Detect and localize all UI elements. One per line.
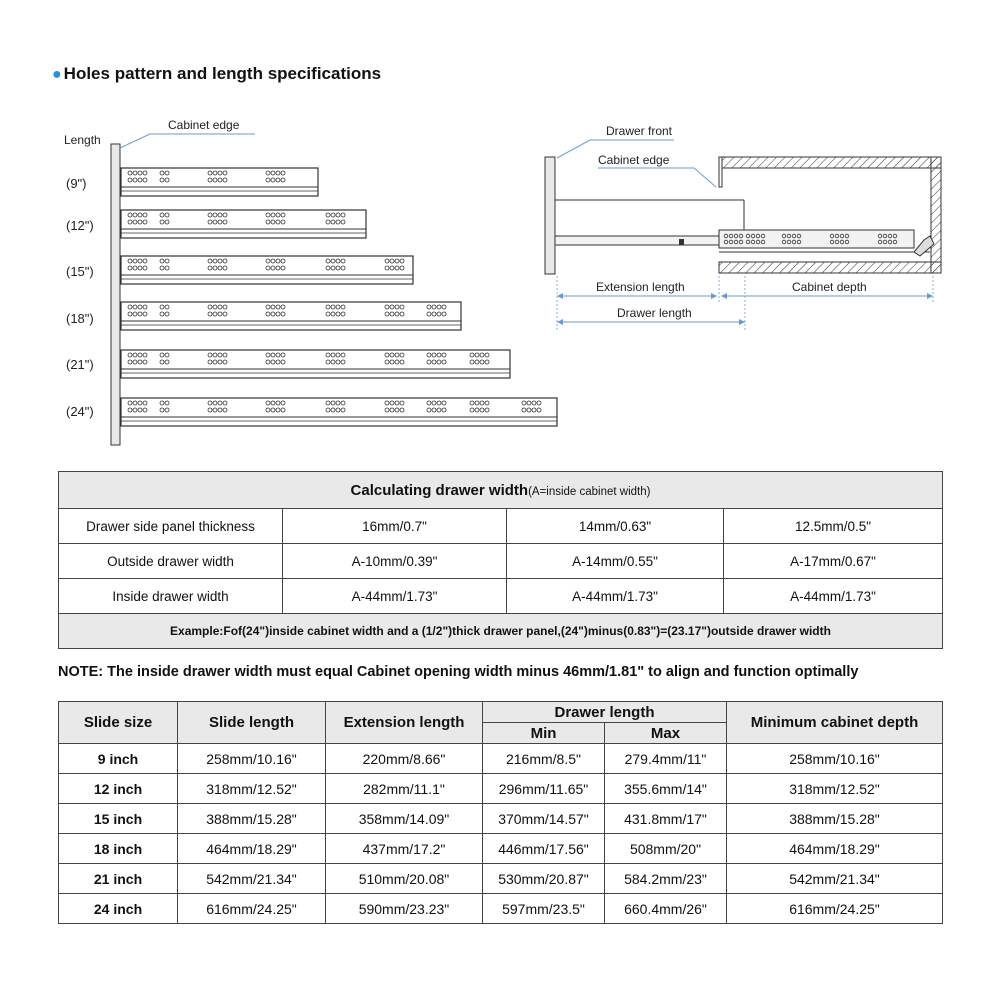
title-text: Holes pattern and length specifications	[63, 64, 382, 83]
cabinet-bottom-wall	[719, 262, 941, 273]
table-row	[59, 744, 943, 774]
table-cell: 530mm/20.87"	[483, 864, 605, 894]
col-slide-length: Slide length	[178, 702, 326, 744]
callout-line	[557, 140, 674, 158]
table-row	[59, 834, 943, 864]
table-cell: 370mm/14.57"	[483, 804, 605, 834]
col-drawer-length: Drawer length	[483, 702, 727, 723]
table-cell: 508mm/20"	[605, 834, 727, 864]
table-cell: 388mm/15.28"	[727, 804, 943, 834]
left-cabinet-edge-label: Cabinet edge	[168, 118, 240, 132]
table-cell: 510mm/20.08"	[326, 864, 483, 894]
dimension-arrow	[557, 293, 563, 299]
slide-spec-table	[58, 701, 943, 924]
table-cell: 446mm/17.56"	[483, 834, 605, 864]
size-label: (9")	[66, 176, 87, 191]
width-example: Example:Fof(24")inside cabinet width and a (1/2")thick drawer panel,(24")minus(0.83")=(23.17")outside drawer width	[59, 614, 943, 649]
table-cell: 431.8mm/17"	[605, 804, 727, 834]
length-label: Length	[64, 133, 101, 147]
slide-size-cell: 9 inch	[59, 744, 178, 774]
dimension-arrow	[557, 319, 563, 325]
slide-size-cell: 24 inch	[59, 894, 178, 924]
drawer-length-label: Drawer length	[617, 306, 692, 320]
table-cell: 282mm/11.1"	[326, 774, 483, 804]
cabinet-back-wall	[931, 157, 941, 273]
table-cell: 616mm/24.25"	[178, 894, 326, 924]
bullet-dot: ●	[52, 66, 62, 83]
table-row: Drawer side panel thickness 16mm/0.7" 14mm/0.63" 12.5mm/0.5"	[59, 509, 943, 544]
slide-size-cell: 12 inch	[59, 774, 178, 804]
table-cell: 590mm/23.23"	[326, 894, 483, 924]
slide-latch	[679, 239, 684, 245]
callout-line	[598, 168, 716, 187]
table-cell: 464mm/18.29"	[178, 834, 326, 864]
table-cell: 464mm/18.29"	[727, 834, 943, 864]
installation-diagram	[0, 0, 1000, 460]
table-row	[59, 804, 943, 834]
table-cell: 584.2mm/23"	[605, 864, 727, 894]
table-cell: 279.4mm/11"	[605, 744, 727, 774]
drawer-front	[545, 157, 555, 274]
cabinet-depth-label: Cabinet depth	[792, 280, 867, 294]
table-cell: 296mm/11.65"	[483, 774, 605, 804]
table-cell: 542mm/21.34"	[727, 864, 943, 894]
cabinet-slide	[719, 230, 914, 248]
size-label: (21")	[66, 357, 94, 372]
drawer-width-table	[58, 471, 943, 649]
extended-slide	[555, 236, 735, 245]
cabinet-top-wall	[719, 157, 941, 168]
table-row: Outside drawer width A-10mm/0.39" A-14mm/0.55" A-17mm/0.67"	[59, 544, 943, 579]
slide-size-cell: 15 inch	[59, 804, 178, 834]
size-label: (15")	[66, 264, 94, 279]
col-extension-length: Extension length	[326, 702, 483, 744]
table-cell: 258mm/10.16"	[727, 744, 943, 774]
col-slide-size: Slide size	[59, 702, 178, 744]
table-cell: 437mm/17.2"	[326, 834, 483, 864]
drawer-front-label: Drawer front	[606, 124, 673, 138]
table-row	[59, 864, 943, 894]
table-cell: 355.6mm/14"	[605, 774, 727, 804]
size-label: (18")	[66, 311, 94, 326]
table-cell: 542mm/21.34"	[178, 864, 326, 894]
table-cell: 616mm/24.25"	[727, 894, 943, 924]
right-cabinet-edge-label: Cabinet edge	[598, 153, 670, 167]
table-cell: 388mm/15.28"	[178, 804, 326, 834]
table-cell: 318mm/12.52"	[727, 774, 943, 804]
table-cell: 358mm/14.09"	[326, 804, 483, 834]
width-table-heading: Calculating drawer width(A=inside cabinet width)	[59, 472, 943, 509]
extension-length-label: Extension length	[596, 280, 685, 294]
col-max: Max	[605, 723, 727, 744]
size-label: (24")	[66, 404, 94, 419]
slide-size-cell: 18 inch	[59, 834, 178, 864]
slide-size-cell: 21 inch	[59, 864, 178, 894]
table-cell: 216mm/8.5"	[483, 744, 605, 774]
width-note: NOTE: The inside drawer width must equal Cabinet opening width minus 46mm/1.81" to align and function optimally	[58, 664, 859, 680]
table-cell: 318mm/12.52"	[178, 774, 326, 804]
table-row: Inside drawer width A-44mm/1.73" A-44mm/1.73" A-44mm/1.73"	[59, 579, 943, 614]
table-row	[59, 774, 943, 804]
size-label: (12")	[66, 218, 94, 233]
cabinet-edge-wall	[719, 157, 722, 187]
dimension-arrow	[711, 293, 717, 299]
dimension-arrow	[927, 293, 933, 299]
table-cell: 597mm/23.5"	[483, 894, 605, 924]
table-cell: 220mm/8.66"	[326, 744, 483, 774]
col-min-cabinet-depth: Minimum cabinet depth	[727, 702, 943, 744]
table-cell: 258mm/10.16"	[178, 744, 326, 774]
table-cell: 660.4mm/26"	[605, 894, 727, 924]
dimension-arrow	[721, 293, 727, 299]
table-row	[59, 894, 943, 924]
col-min: Min	[483, 723, 605, 744]
dimension-arrow	[739, 319, 745, 325]
